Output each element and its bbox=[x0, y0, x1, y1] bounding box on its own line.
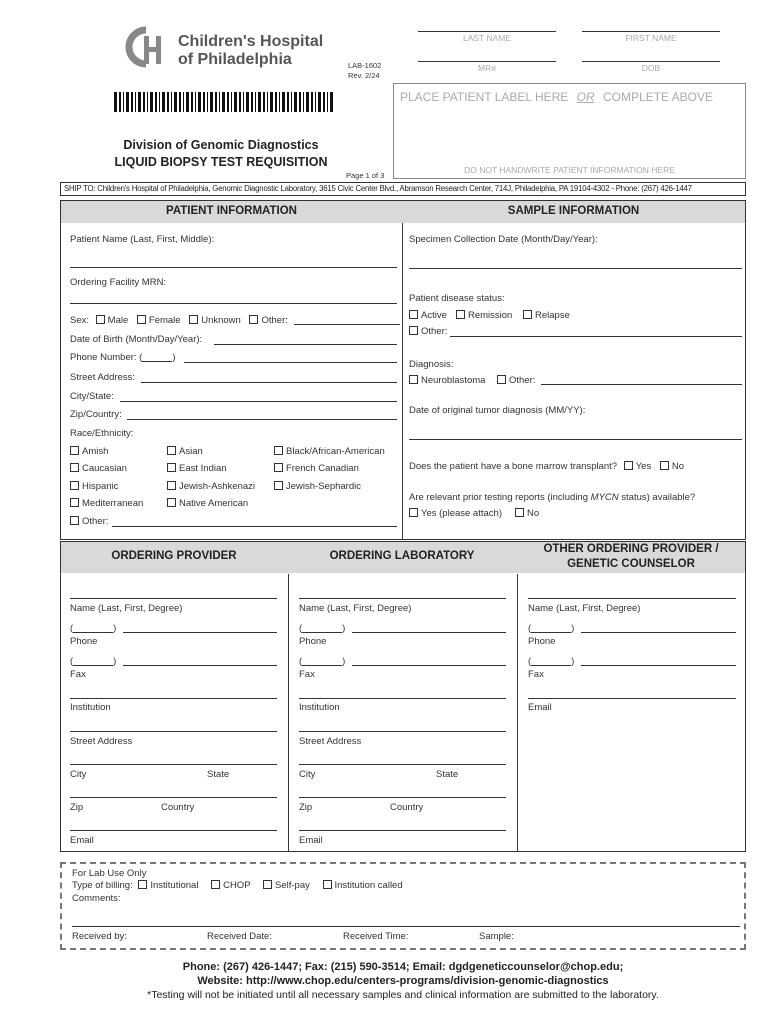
provider-country-label: Country bbox=[161, 802, 195, 813]
status-other-input[interactable] bbox=[450, 336, 742, 337]
ordering-lab-heading: ORDERING LABORATORY bbox=[329, 550, 475, 562]
race-asian-checkbox[interactable] bbox=[167, 446, 176, 455]
sex-row: Sex: Male Female Unknown Other: bbox=[70, 315, 400, 326]
street-input[interactable] bbox=[141, 382, 397, 383]
prior-no-checkbox[interactable] bbox=[515, 508, 524, 517]
provider-fax-area: ( ) bbox=[70, 656, 117, 667]
sex-unknown-checkbox[interactable] bbox=[189, 315, 198, 324]
provider-email-label: Email bbox=[70, 835, 94, 846]
sample-info-heading: SAMPLE INFORMATION bbox=[507, 205, 640, 217]
lab-phone-label: Phone bbox=[299, 636, 327, 647]
race-ashkenazi-checkbox[interactable] bbox=[167, 481, 176, 490]
dob-label: DOB bbox=[641, 63, 661, 73]
logo-line-1: Children's Hospital bbox=[178, 33, 324, 50]
info-section bbox=[60, 200, 746, 540]
lab-state-label: State bbox=[436, 769, 459, 780]
footer-contact: Phone: (267) 426-1447; Fax: (215) 590-3514; Email: dgdgeneticcounselor@chop.edu; bbox=[182, 961, 624, 973]
form-code: LAB-1602 bbox=[348, 61, 382, 70]
diag-neuroblastoma[interactable]: Neuroblastoma bbox=[409, 375, 485, 386]
form-revision: Rev. 2/24 bbox=[348, 71, 380, 80]
page-number: Page 1 of 3 bbox=[346, 171, 385, 180]
race-hispanic[interactable]: Hispanic bbox=[70, 481, 118, 492]
ship-to-bar: SHIP TO: Children's Hospital of Philadelphia, Genomic Diagnostic Laboratory, 3615 Civic Center Blvd., Abramson Research Center, 714J, Philadelphia, PA 19104-4302 - Phone: (267) 426-1447 bbox=[60, 182, 746, 196]
race-french-canadian[interactable]: French Canadian bbox=[274, 463, 359, 474]
gc-email-label: Email bbox=[528, 702, 552, 713]
bmt-row: Does the patient have a bone marrow transplant? Yes No bbox=[409, 461, 685, 472]
race-sephardic[interactable]: Jewish-Sephardic bbox=[274, 481, 361, 492]
info-section-divider bbox=[402, 200, 403, 540]
provider-phone-input[interactable] bbox=[123, 632, 277, 633]
street-label: Street Address: bbox=[70, 372, 135, 383]
ordering-provider-heading: ORDERING PROVIDER bbox=[111, 550, 237, 562]
race-caucasian-checkbox[interactable] bbox=[70, 463, 79, 472]
dob-label-row: Date of Birth (Month/Day/Year): bbox=[70, 334, 203, 345]
chop-logo-icon bbox=[124, 26, 168, 68]
no-handwrite-note: DO NOT HANDWRITE PATIENT INFORMATION HERE bbox=[464, 165, 675, 175]
lab-zip-label: Zip bbox=[299, 802, 313, 813]
provider-institution-label: Institution bbox=[70, 702, 111, 713]
race-amish-checkbox[interactable] bbox=[70, 446, 79, 455]
lab-name-input[interactable] bbox=[299, 598, 506, 599]
lab-email-label: Email bbox=[299, 835, 323, 846]
gc-phone-input[interactable] bbox=[581, 632, 736, 633]
sex-other-checkbox[interactable] bbox=[249, 315, 258, 324]
provider-name-label: Name (Last, First, Degree) bbox=[70, 603, 183, 614]
status-remission[interactable]: Remission bbox=[456, 310, 512, 321]
provider-street-input[interactable] bbox=[70, 731, 277, 732]
prior-yes-checkbox[interactable] bbox=[409, 508, 418, 517]
lab-street-label: Street Address bbox=[299, 736, 362, 747]
sample-label: Sample: bbox=[479, 931, 514, 942]
collection-date-label: Specimen Collection Date (Month/Day/Year): bbox=[409, 234, 598, 245]
patient-name-label: Patient Name (Last, First, Middle): bbox=[70, 234, 215, 245]
lab-phone-input[interactable] bbox=[352, 632, 506, 633]
footer-website: Website: http://www.chop.edu/centers-programs/division-genomic-diagnostics bbox=[197, 975, 609, 987]
gc-phone-area: ( ) bbox=[528, 623, 575, 634]
provider-city-label: City bbox=[70, 769, 87, 780]
footer-note: *Testing will not be initiated until all necessary samples and clinical information are submitted to the laboratory. bbox=[147, 989, 659, 1001]
logo-line-2: of Philadelphia bbox=[178, 51, 292, 68]
provider-institution-input[interactable] bbox=[70, 698, 277, 699]
facility-mrn-label: Ordering Facility MRN: bbox=[70, 277, 167, 288]
gc-email-input[interactable] bbox=[528, 698, 736, 699]
bmt-no-checkbox[interactable] bbox=[660, 461, 669, 470]
collection-date-input[interactable] bbox=[409, 268, 742, 269]
lab-fax-area: ( ) bbox=[299, 656, 346, 667]
last-name-label: LAST NAME bbox=[462, 33, 512, 43]
lab-email-input[interactable] bbox=[299, 830, 506, 831]
lab-city-input[interactable] bbox=[299, 764, 506, 765]
facility-mrn-input[interactable] bbox=[70, 303, 397, 304]
lab-city-label: City bbox=[299, 769, 316, 780]
zip-country-input[interactable] bbox=[127, 419, 397, 420]
gc-phone-label: Phone bbox=[528, 636, 556, 647]
provider-city-input[interactable] bbox=[70, 764, 277, 765]
comments-label: Comments: bbox=[72, 893, 121, 904]
comments-input[interactable] bbox=[72, 926, 740, 927]
sex-male-checkbox[interactable] bbox=[96, 315, 105, 324]
provider-phone-label: Phone bbox=[70, 636, 98, 647]
other-provider-heading-2: GENETIC COUNSELOR bbox=[567, 558, 695, 570]
race-amish[interactable]: Amish bbox=[70, 446, 108, 457]
bmt-yes-checkbox[interactable] bbox=[624, 461, 633, 470]
patient-label-box[interactable] bbox=[393, 83, 746, 179]
race-caucasian[interactable]: Caucasian bbox=[70, 463, 127, 474]
diag-other[interactable]: Other: bbox=[497, 375, 535, 386]
race-other-checkbox[interactable] bbox=[70, 516, 79, 525]
gc-fax-input[interactable] bbox=[581, 665, 736, 666]
received-time-label: Received Time: bbox=[343, 931, 409, 942]
phone-label: Phone Number: ( ) bbox=[70, 352, 176, 363]
sex-other-input[interactable] bbox=[294, 324, 400, 325]
race-french-checkbox[interactable] bbox=[274, 463, 283, 472]
lab-phone-area: ( ) bbox=[299, 623, 346, 634]
sex-female-checkbox[interactable] bbox=[137, 315, 146, 324]
tumor-date-label: Date of original tumor diagnosis (MM/YY): bbox=[409, 405, 586, 416]
provider-zip-input[interactable] bbox=[70, 797, 277, 798]
first-name-label: FIRST NAME bbox=[625, 33, 677, 43]
zip-country-label: Zip/Country: bbox=[70, 409, 122, 420]
lab-institution-label: Institution bbox=[299, 702, 340, 713]
diag-other-input[interactable] bbox=[541, 384, 742, 385]
race-native-american[interactable]: Native American bbox=[167, 498, 248, 509]
billing-chop-checkbox[interactable] bbox=[211, 880, 220, 889]
lab-street-input[interactable] bbox=[299, 731, 506, 732]
diagnosis-label: Diagnosis: bbox=[409, 359, 454, 370]
gc-fax-area: ( ) bbox=[528, 656, 575, 667]
race-asian[interactable]: Asian bbox=[167, 446, 203, 457]
provider-state-label: State bbox=[207, 769, 230, 780]
gc-fax-label: Fax bbox=[528, 669, 544, 680]
status-active[interactable]: Active bbox=[409, 310, 447, 321]
race-hispanic-checkbox[interactable] bbox=[70, 481, 79, 490]
tumor-date-input[interactable] bbox=[409, 439, 742, 440]
gc-name-input[interactable] bbox=[528, 598, 736, 599]
other-provider-heading-1: OTHER ORDERING PROVIDER / bbox=[543, 543, 719, 555]
race-sephardic-checkbox[interactable] bbox=[274, 481, 283, 490]
status-relapse-checkbox[interactable] bbox=[523, 310, 532, 319]
form-title: LIQUID BIOPSY TEST REQUISITION bbox=[114, 155, 328, 169]
lab-institution-input[interactable] bbox=[299, 698, 506, 699]
lab-country-label: Country bbox=[390, 802, 424, 813]
prior-no[interactable]: No bbox=[515, 508, 539, 519]
disease-status-label: Patient disease status: bbox=[409, 293, 505, 304]
race-ashkenazi[interactable]: Jewish-Ashkenazi bbox=[167, 481, 255, 492]
mr-label: MR# bbox=[478, 63, 496, 73]
city-state-input[interactable] bbox=[120, 401, 397, 402]
race-other-input[interactable] bbox=[112, 526, 397, 527]
race-black-checkbox[interactable] bbox=[274, 446, 283, 455]
race-black[interactable]: Black/African-American bbox=[274, 446, 385, 457]
billing-institutional-checkbox[interactable] bbox=[138, 880, 147, 889]
patient-name-input[interactable] bbox=[70, 267, 397, 268]
lab-fax-input[interactable] bbox=[352, 665, 506, 666]
status-remission-checkbox[interactable] bbox=[456, 310, 465, 319]
status-active-checkbox[interactable] bbox=[409, 310, 418, 319]
status-other-checkbox[interactable] bbox=[409, 326, 418, 335]
lab-fax-label: Fax bbox=[299, 669, 315, 680]
billing-called-checkbox[interactable] bbox=[323, 880, 332, 889]
billing-selfpay-checkbox[interactable] bbox=[263, 880, 272, 889]
gc-name-label: Name (Last, First, Degree) bbox=[528, 603, 641, 614]
provider-phone-area: ( ) bbox=[70, 623, 117, 634]
provider-email-input[interactable] bbox=[70, 830, 277, 831]
barcode bbox=[114, 92, 336, 112]
dob-input[interactable] bbox=[214, 344, 397, 345]
chop-logo bbox=[124, 26, 334, 70]
place-label-text: PLACE PATIENT LABEL HERE OR COMPLETE ABOVE bbox=[400, 90, 714, 104]
prior-testing-question: Are relevant prior testing reports (including MYCN status) available? bbox=[409, 492, 696, 503]
race-east-indian[interactable]: East Indian bbox=[167, 463, 227, 474]
diag-neuroblastoma-checkbox[interactable] bbox=[409, 375, 418, 384]
received-date-label: Received Date: bbox=[207, 931, 272, 942]
phone-input[interactable] bbox=[184, 362, 397, 363]
provider-zip-label: Zip bbox=[70, 802, 84, 813]
provider-street-label: Street Address bbox=[70, 736, 133, 747]
race-east-indian-checkbox[interactable] bbox=[167, 463, 176, 472]
billing-row: Type of billing: Institutional CHOP Self-pay Institution called bbox=[72, 880, 403, 891]
city-state-label: City/State: bbox=[70, 391, 114, 402]
received-by-label: Received by: bbox=[72, 931, 127, 942]
diag-other-checkbox[interactable] bbox=[497, 375, 506, 384]
race-mediterranean-checkbox[interactable] bbox=[70, 498, 79, 507]
race-native-checkbox[interactable] bbox=[167, 498, 176, 507]
lab-name-label: Name (Last, First, Degree) bbox=[299, 603, 412, 614]
race-label: Race/Ethnicity: bbox=[70, 428, 134, 439]
division-name: Division of Genomic Diagnostics bbox=[123, 138, 319, 152]
provider-fax-label: Fax bbox=[70, 669, 86, 680]
race-mediterranean[interactable]: Mediterranean bbox=[70, 498, 143, 509]
race-other[interactable]: Other: bbox=[70, 516, 108, 527]
lab-use-title: For Lab Use Only bbox=[72, 868, 147, 879]
provider-fax-input[interactable] bbox=[123, 665, 277, 666]
status-other[interactable]: Other: bbox=[409, 326, 447, 337]
prior-yes[interactable]: Yes (please attach) bbox=[409, 508, 502, 519]
status-relapse[interactable]: Relapse bbox=[523, 310, 570, 321]
lab-zip-input[interactable] bbox=[299, 797, 506, 798]
patient-info-heading: PATIENT INFORMATION bbox=[166, 205, 297, 217]
